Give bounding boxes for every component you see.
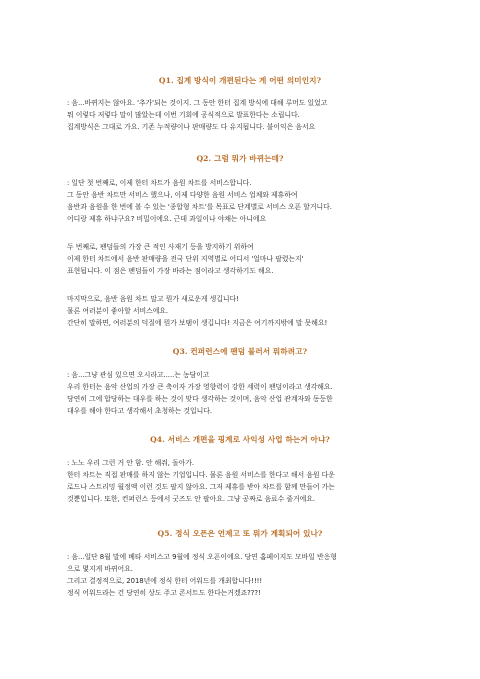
answer-line: : 음...일단 8월 말에 베타 서비스고 9월에 정식 오픈이에요. 당연 홈페이지도 모바일 반응형 <box>67 553 337 561</box>
answer-line: 우리 한터는 음악 산업의 가장 큰 축이자 가장 영향력이 강한 세력이 팬덤이라고 생각해요. <box>67 383 333 391</box>
answer-line: : 음...바뀌지는 않아요. '추가'되는 것이지. 그 동안 한터 집계 방식에 대해 루머도 있었고 <box>67 99 328 107</box>
answer-line: 간단히 말하면, 여러분의 덕질에 뭔가 보탬이 생깁니다! 지금은 여기까지밖에 말 못해요! <box>67 319 328 327</box>
answer-line: 어디랑 제휴 하냐구요? 비밀이에요. 근데 과일이나 야채는 아니에요 <box>67 215 267 223</box>
answer-line: 그 동안 음반 차트만 서비스 했으나, 이제 다양한 음원 서비스 업체와 제휴하여 <box>67 191 298 199</box>
answer-line: 정식 어워드라는 건 당연히 상도 주고 콘서트도 한다는거겠죠???! <box>67 589 261 597</box>
answer-line: 으로 몇지게 바뀌어요. <box>67 565 133 573</box>
question-heading: Q5. 정식 오픈은 언제고 또 뭐가 계획되어 있나? <box>157 529 323 538</box>
answer-line: 이제 한터 차트에서 음반 판매량을 전국 단위 지역별로 어디서 '얼마나 팔렸는지' <box>67 255 304 263</box>
question-heading: Q3. 컨퍼런스에 팬덤 불러서 뭐하려고? <box>172 347 308 356</box>
answer-line: 것뿐입니다. 또한, 컨퍼런스 등에서 굿즈도 안 팔아요. 그냥 공짜로 음료수 줄거에요. <box>67 495 315 503</box>
question-heading: Q4. 서비스 개편을 핑계로 사익성 사업 하는거 아냐? <box>150 435 330 444</box>
answer-line: 그리고 결정적으로, 2018년에 정식 한터 어워드를 개최합니다!!!! <box>67 577 263 585</box>
answer-line: : 노노 우리 그런 거 안 함. 안 해줘, 돌아가. <box>67 459 195 467</box>
answer-line: 당연히 그에 합당하는 대우를 하는 것이 맞다 생각하는 것이며, 음악 산업 관계자와 동등한 <box>67 395 333 403</box>
answer-line: 표현됩니다. 이 점은 팬덤들이 가장 바라는 점이라고 생각하기도 해요. <box>67 267 274 275</box>
answer-line: 대우를 해야 한다고 생각해서 초청하는 것입니다. <box>67 407 212 415</box>
answer-line: 집계방식은 그대로 가요. 기존 누적량이나 판매량도 다 유지됩니다. 불이익은 음서요 <box>67 123 316 131</box>
answer-line: : 일단 첫 번째로, 이제 한터 차트가 음원 차트를 서비스합니다. <box>67 179 252 187</box>
answer-line: 물론 여러분이 좋아할 서비스에요. <box>67 307 169 315</box>
answer-line: 음반과 음원을 한 번에 볼 수 있는 '종합형 차트'를 목표로 단계별로 서비스 오픈 할거니다. <box>67 203 332 211</box>
question-heading: Q2. 그럼 뭐가 바뀌는데? <box>196 154 284 163</box>
answer-line: : 음...그냥 관심 있으면 오시라고.....는 농담이고 <box>67 371 210 379</box>
answer-line: 로드나 스트리밍 월정액 이런 것도 팔지 않아요. 그저 제휴를 받아 차트를 함께 만들어 가는 <box>67 483 335 491</box>
answer-line: 두 번째로, 팬덤들의 가장 큰 적인 사재기 등을 방지하기 위하여 <box>67 243 254 251</box>
answer-line: 마지막으로, 음반 음원 차트 말고 뭔가 새로운게 생깁니다! <box>67 295 239 303</box>
answer-line: 뭐 이렇다 저렇다 말이 많았는데 이번 기회에 공식적으로 발표한다는 소립니다. <box>67 111 300 119</box>
question-heading: Q1. 집계 방식이 개편된다는 게 어떤 의미인지? <box>158 76 322 85</box>
answer-line: 한터 차트는 직접 판매를 하지 않는 기업입니다. 물론 음원 서비스를 한다고 해서 음원 다운 <box>67 471 335 479</box>
